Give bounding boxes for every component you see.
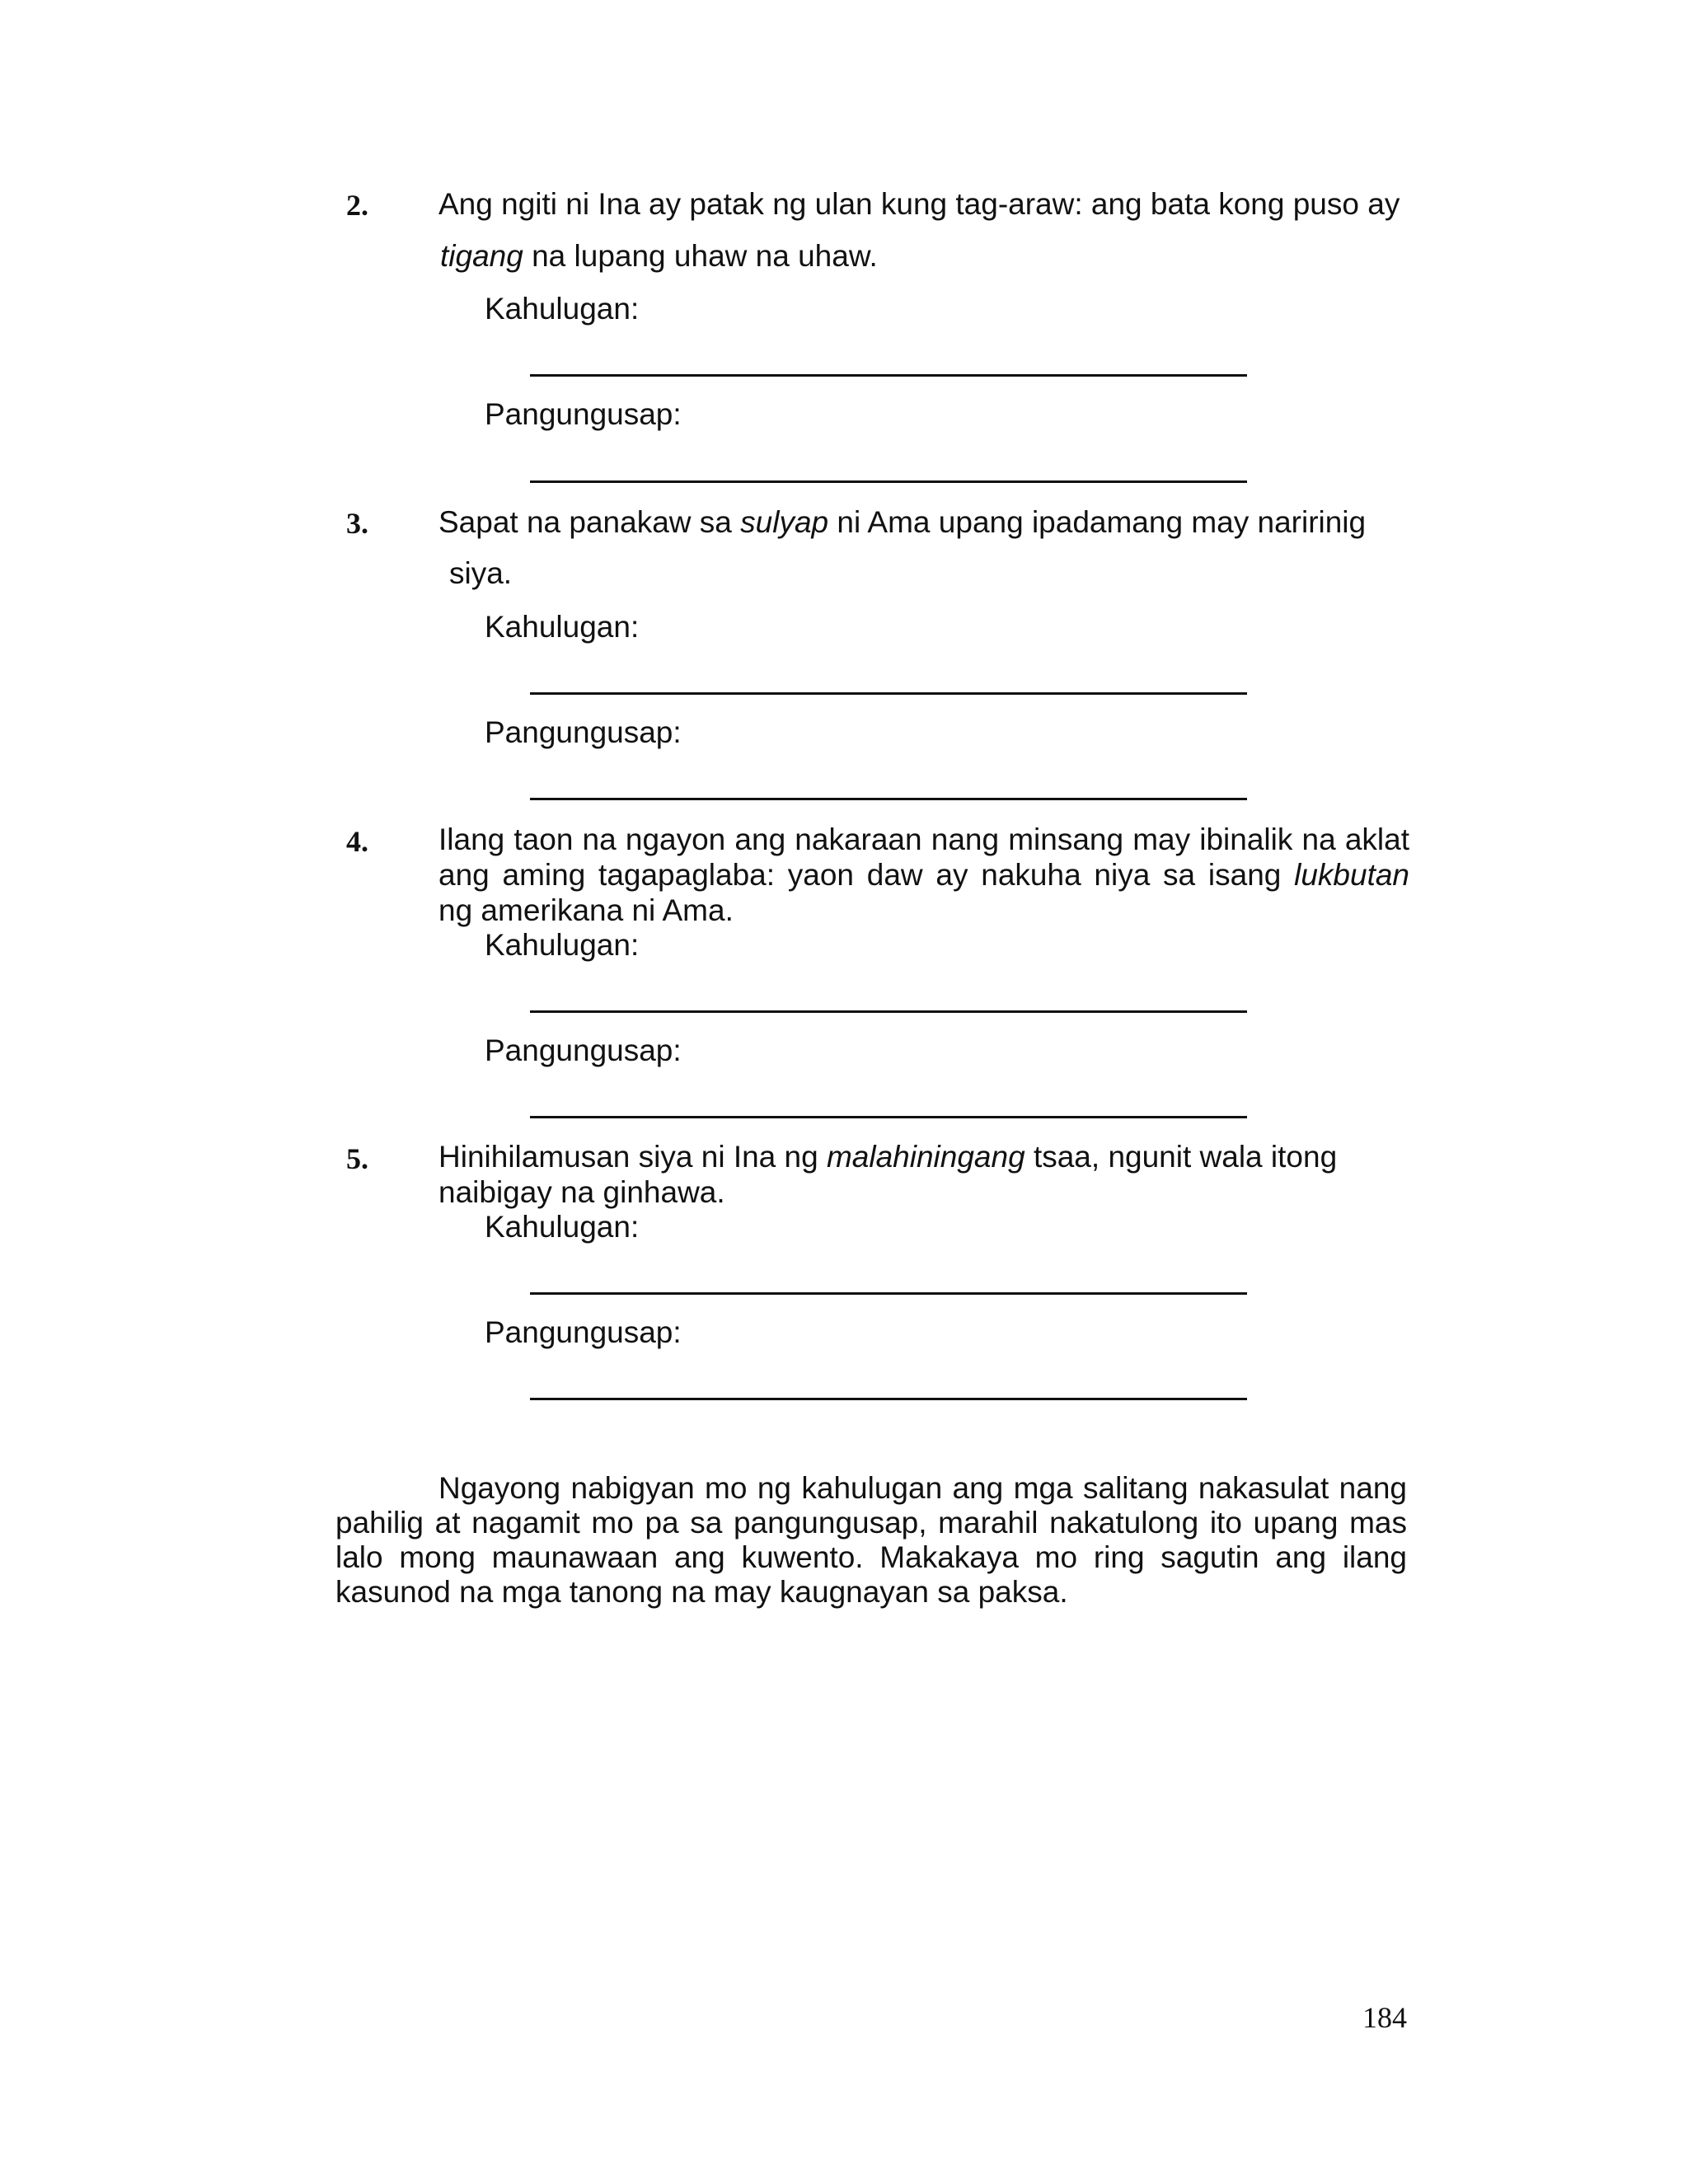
pangungusap-label: Pangungusap: <box>485 397 682 431</box>
closing-paragraph: Ngayong nabigyan mo ng kahulugan ang mga salitang nakasulat nang pahilig at nagamit mo pa sa pangungusap, marahil nakatulong ito upang mas lalo mong maunawaan ang kuwento. Makakaya mo ring sagutin ang ilang kasunod na mga tanong na may kaugnayan sa paksa. <box>335 1471 1407 1609</box>
italic-word: lukbutan <box>1294 858 1409 892</box>
kahulugan-answer-line[interactable] <box>530 1010 1247 1013</box>
kahulugan-label: Kahulugan: <box>485 928 640 962</box>
kahulugan-answer-line[interactable] <box>530 692 1247 695</box>
pangungusap-answer-line[interactable] <box>530 1398 1247 1400</box>
item-sentence-line: siya. <box>449 556 513 590</box>
item-number: 3. <box>346 507 368 540</box>
item-number: 5. <box>346 1142 368 1175</box>
pangungusap-label: Pangungusap: <box>485 1033 682 1067</box>
item-sentence-line: tigang na lupang uhaw na uhaw. <box>440 239 878 273</box>
kahulugan-answer-line[interactable] <box>530 1292 1247 1295</box>
item-sentence-line: ang aming tagapaglaba: yaon daw ay nakuha niya sa isang lukbutan <box>438 858 1409 892</box>
item-sentence-line: Ang ngiti ni Ina ay patak ng ulan kung tag-araw: ang bata kong puso ay <box>438 187 1400 221</box>
pangungusap-answer-line[interactable] <box>530 798 1247 800</box>
item-sentence-line: Ilang taon na ngayon ang nakaraan nang minsang may ibinalik na aklat <box>438 823 1409 856</box>
pangungusap-answer-line[interactable] <box>530 1116 1247 1118</box>
kahulugan-label: Kahulugan: <box>485 292 640 326</box>
item-sentence-line: Hinihilamusan siya ni Ina ng malahiningang tsaa, ngunit wala itong <box>438 1140 1338 1174</box>
item-sentence-line: naibigay na ginhawa. <box>438 1175 725 1209</box>
kahulugan-label: Kahulugan: <box>485 610 640 644</box>
kahulugan-answer-line[interactable] <box>530 374 1247 377</box>
italic-word: malahiningang <box>826 1140 1025 1174</box>
italic-word: sulyap <box>740 505 829 539</box>
item-number: 2. <box>346 189 368 222</box>
item-number: 4. <box>346 825 368 858</box>
pangungusap-answer-line[interactable] <box>530 480 1247 483</box>
page-number: 184 <box>1362 2001 1407 2034</box>
item-sentence-line: ng amerikana ni Ama. <box>438 893 734 927</box>
italic-word: tigang <box>440 239 523 273</box>
kahulugan-label: Kahulugan: <box>485 1210 640 1244</box>
pangungusap-label: Pangungusap: <box>485 1315 682 1349</box>
item-sentence-line: Sapat na panakaw sa sulyap ni Ama upang ipadamang may naririnig <box>438 505 1367 539</box>
pangungusap-label: Pangungusap: <box>485 715 682 749</box>
